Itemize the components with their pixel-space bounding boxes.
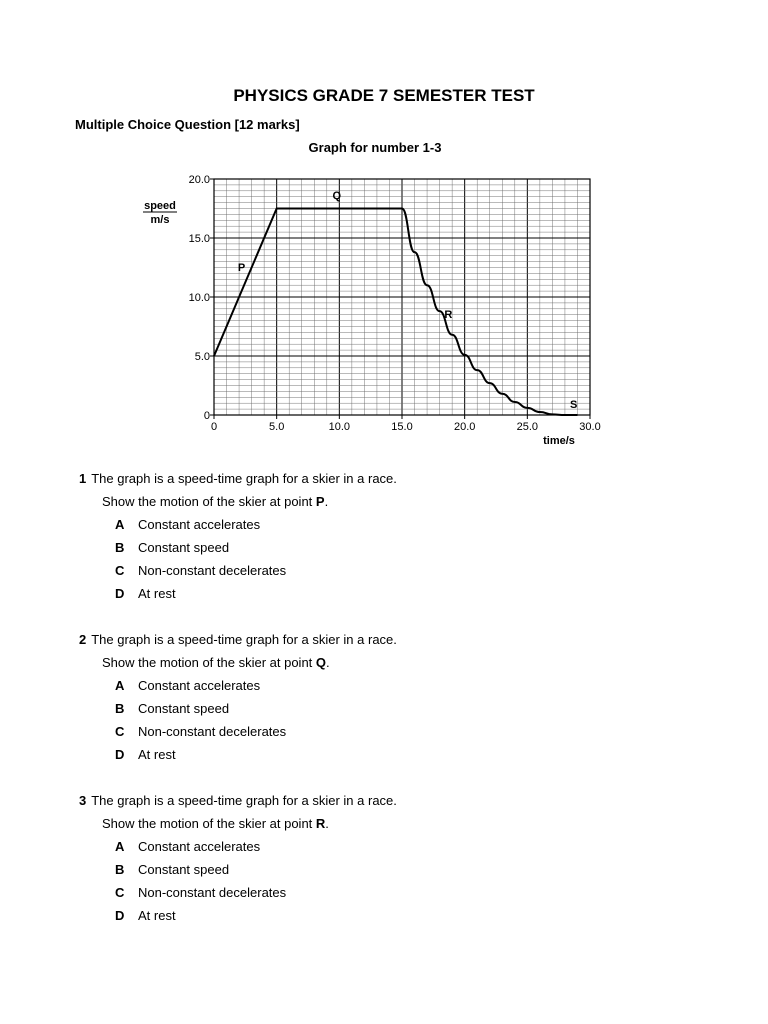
question-stem [79, 467, 397, 490]
y-axis-label-unit: m/s [150, 214, 170, 226]
option-letter: A [115, 678, 125, 693]
option-letter: D [115, 908, 125, 923]
y-axis-label-quantity: speed [144, 200, 176, 212]
option-letter: C [115, 724, 125, 739]
y-tick-label: 15.0 [188, 233, 210, 245]
y-tick-label: 5.0 [194, 351, 210, 363]
option-text: Constant accelerates [138, 678, 261, 693]
section-heading: Multiple Choice Question [12 marks] [75, 117, 300, 132]
point-label-s: S [570, 398, 578, 411]
option-b [115, 858, 397, 881]
question-stem-text: The graph is a speed-time graph for a skier in a race. [91, 632, 397, 647]
option-letter: D [115, 586, 125, 601]
option-text: Constant speed [138, 540, 230, 555]
x-tick-label: 30.0 [579, 421, 601, 433]
option-text: Constant speed [138, 862, 230, 877]
option-text: At rest [138, 586, 176, 601]
option-c [115, 559, 397, 582]
y-tick-label: 20.0 [188, 174, 210, 186]
option-letter: D [115, 747, 125, 762]
x-tick-label: 25.0 [516, 421, 539, 433]
question-number: 2 [79, 632, 87, 647]
option-b [115, 536, 397, 559]
question-2 [79, 628, 397, 766]
point-label-r: R [444, 309, 453, 322]
x-tick-label: 20.0 [453, 421, 476, 433]
option-a [115, 513, 397, 536]
question-stem-text: The graph is a speed-time graph for a skier in a race. [91, 793, 397, 808]
question-prompt [102, 812, 397, 835]
option-text: At rest [138, 747, 176, 762]
option-letter: C [115, 563, 125, 578]
option-letter: A [115, 839, 125, 854]
x-tick-label: 15.0 [391, 421, 413, 433]
option-a [115, 835, 397, 858]
prompt-period: . [325, 816, 329, 831]
prompt-point-label: R [315, 816, 326, 831]
option-a [115, 674, 397, 697]
x-axis-label: time/s [543, 435, 575, 447]
question-stem [79, 789, 397, 812]
y-tick-label: 0 [203, 410, 210, 422]
prompt-period: . [326, 655, 330, 670]
speed-time-line [214, 209, 577, 416]
option-text: Constant accelerates [138, 839, 261, 854]
point-label-p: P [237, 262, 246, 275]
question-stem-text: The graph is a speed-time graph for a skier in a race. [91, 471, 397, 486]
question-number: 1 [79, 471, 87, 486]
x-tick-label: 10.0 [328, 421, 351, 433]
option-letter: C [115, 885, 125, 900]
option-d [115, 582, 397, 605]
question-prompt [102, 651, 397, 674]
question-prompt [102, 490, 397, 513]
prompt-text: Show the motion of the skier at point [102, 655, 316, 670]
option-text: At rest [138, 908, 176, 923]
option-letter: B [115, 701, 125, 716]
option-b [115, 697, 397, 720]
option-d [115, 904, 397, 927]
x-tick-label: 5.0 [269, 421, 285, 433]
prompt-text: Show the motion of the skier at point [102, 494, 316, 509]
prompt-point-label: P [315, 494, 325, 509]
option-d [115, 743, 397, 766]
option-text: Non-constant decelerates [138, 563, 287, 578]
option-letter: B [115, 862, 125, 877]
graph-caption: Graph for number 1-3 [308, 140, 442, 155]
prompt-period: . [324, 494, 329, 509]
option-text: Non-constant decelerates [138, 885, 287, 900]
prompt-point-label: Q [315, 655, 327, 670]
point-label-q: Q [332, 190, 342, 203]
question-stem [79, 628, 397, 651]
question-number: 3 [79, 793, 87, 808]
option-text: Constant speed [138, 701, 230, 716]
option-c [115, 881, 397, 904]
option-text: Non-constant decelerates [138, 724, 287, 739]
x-tick-label: 0 [210, 421, 218, 433]
option-c [115, 720, 397, 743]
option-text: Constant accelerates [138, 517, 261, 532]
y-tick-label: 10.0 [188, 292, 210, 304]
speed-time-graph [0, 160, 768, 460]
question-3 [79, 789, 397, 927]
option-letter: A [115, 517, 125, 532]
prompt-text: Show the motion of the skier at point [102, 816, 316, 831]
option-letter: B [115, 540, 125, 555]
question-1 [79, 467, 397, 605]
page-title: PHYSICS GRADE 7 SEMESTER TEST [233, 86, 535, 105]
